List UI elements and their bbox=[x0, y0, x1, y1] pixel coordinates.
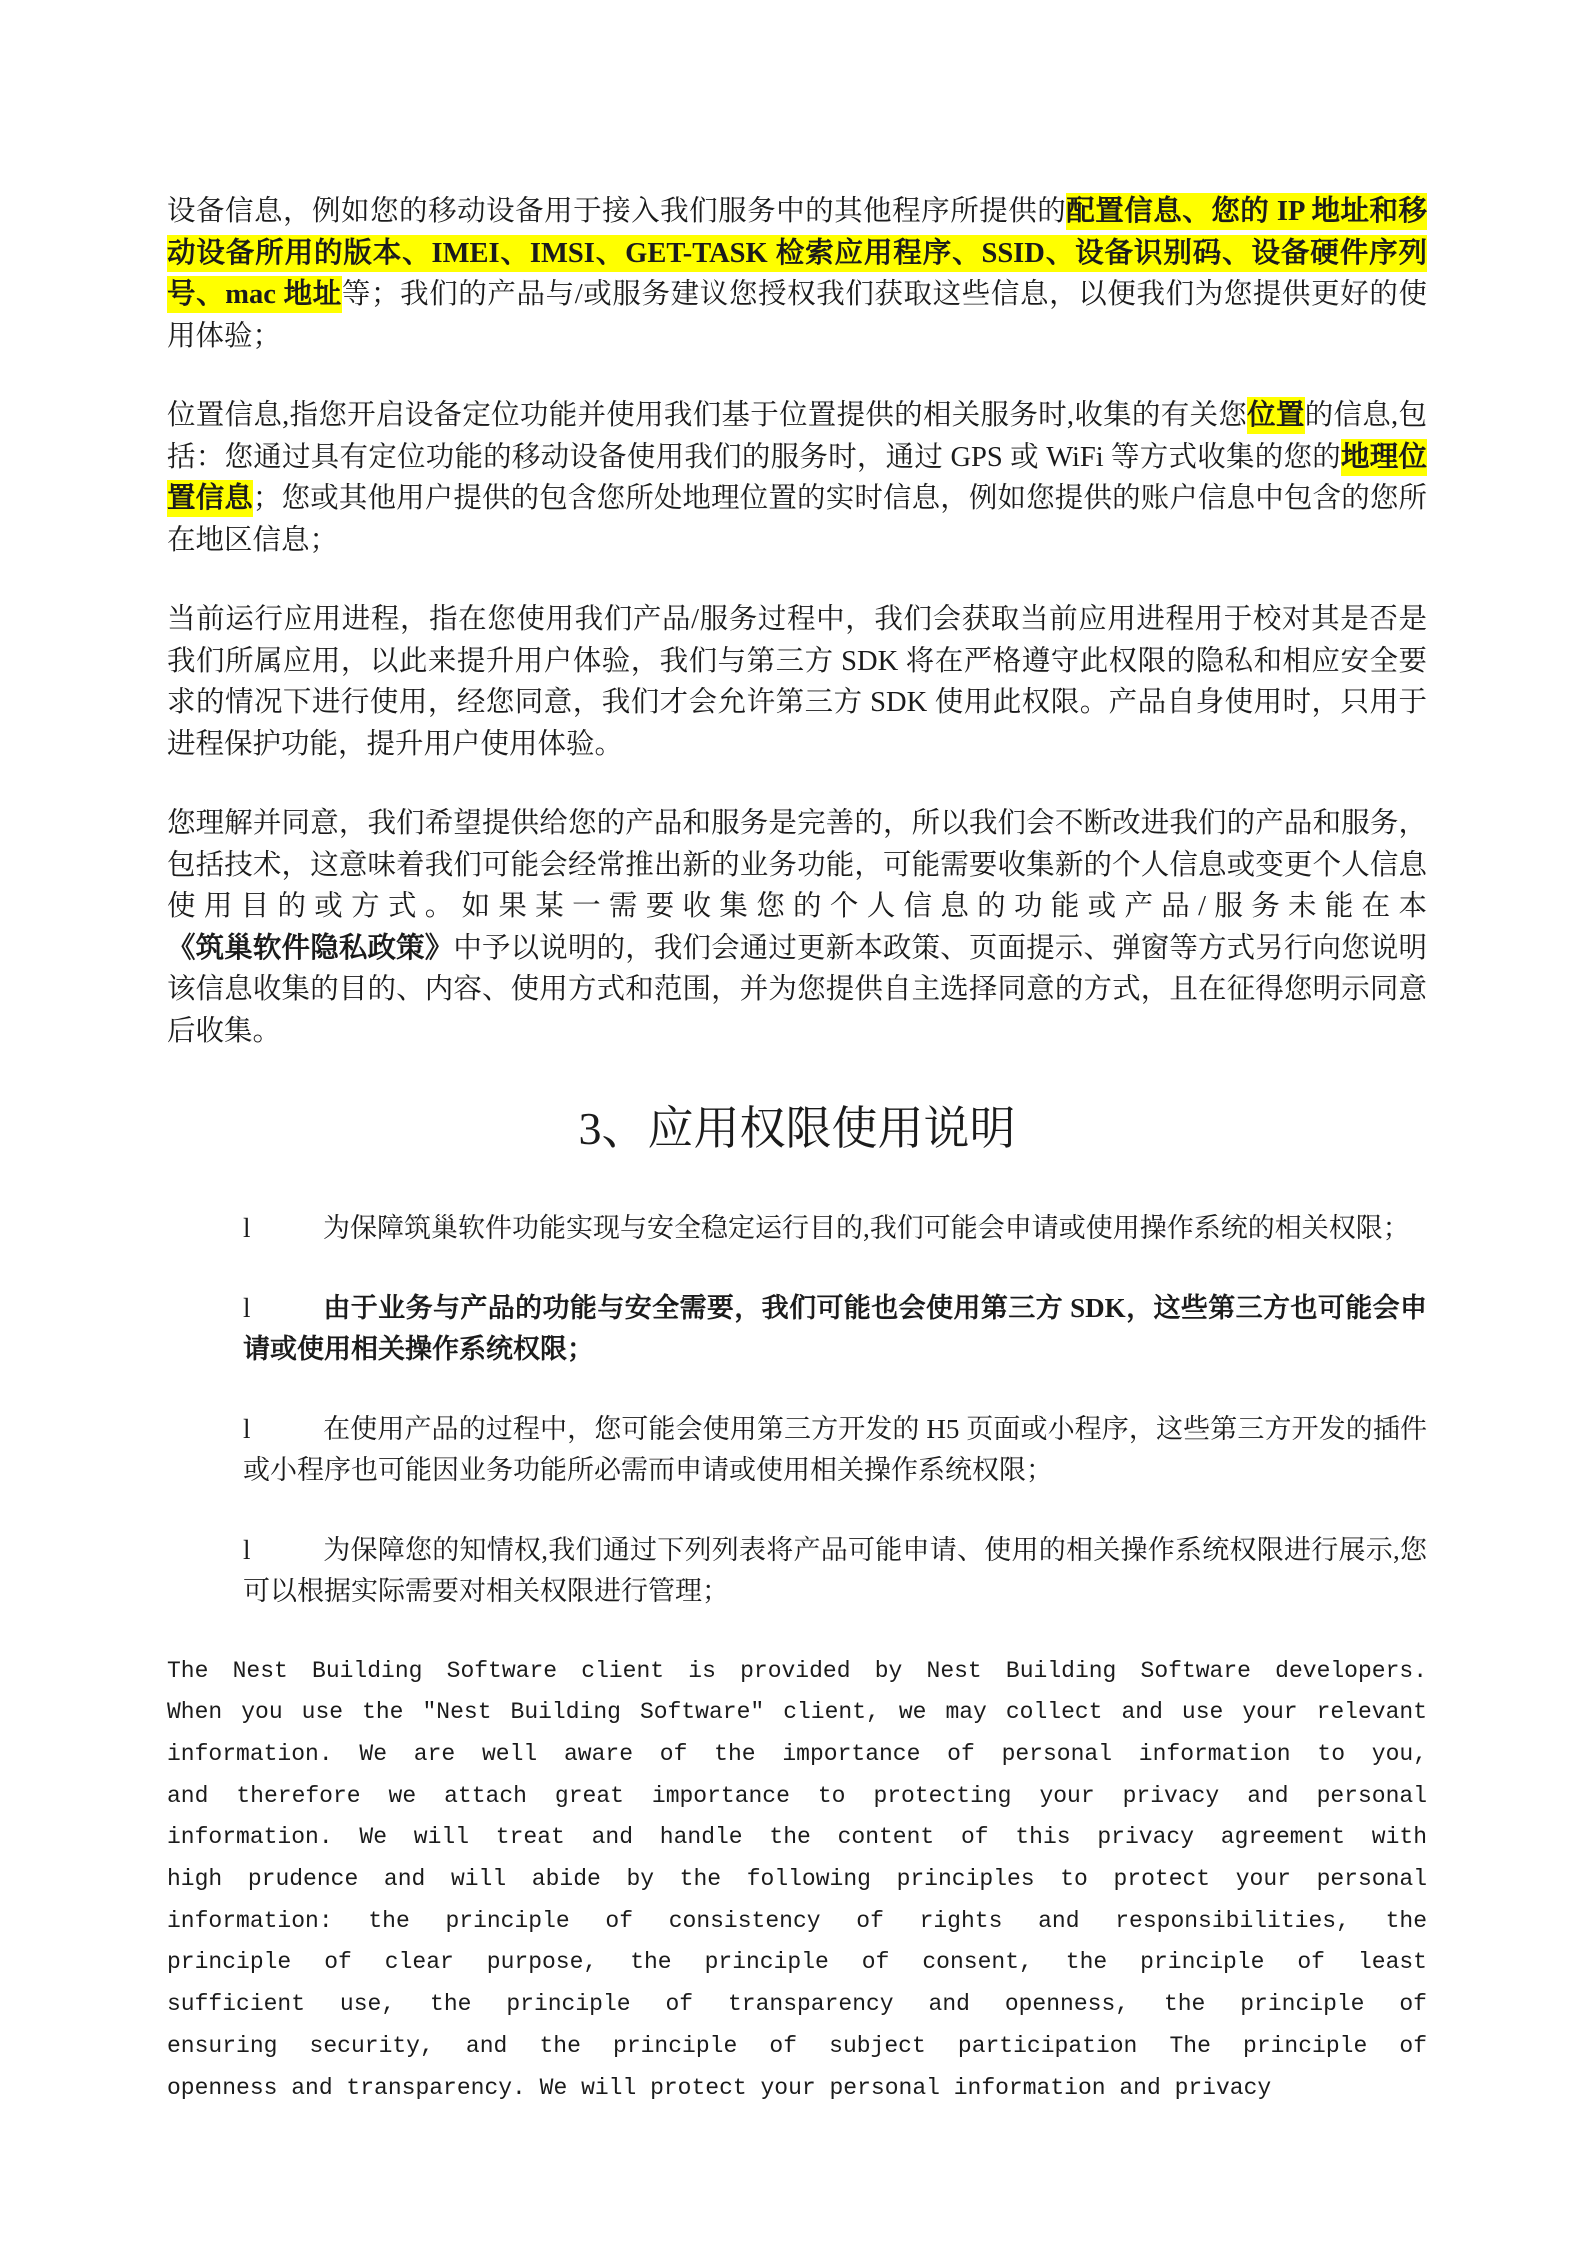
highlighted-text: 地理位置信息 bbox=[167, 439, 1427, 518]
english-intro-paragraph bbox=[167, 1651, 1427, 2110]
bullet-text: 在使用产品的过程中，您可能会使用第三方开发的 H5 页面或小程序，这些第三方开发的插件或小程序也可能因业务功能所必需而申请或使用相关操作系统权限； bbox=[243, 1413, 1427, 1485]
bullet-marker: l bbox=[243, 1213, 251, 1243]
permission-bullet-item bbox=[243, 1288, 1427, 1371]
permission-bullet-item bbox=[243, 1208, 1427, 1250]
policy-paragraphs bbox=[167, 191, 1427, 1052]
english-text-line: When you use the "Nest Building Software" client, we may collect and use your relevant bbox=[167, 1699, 1427, 1726]
device-info-paragraph bbox=[167, 191, 1427, 357]
english-text-line: information. We are well aware of the importance of personal information to you, bbox=[167, 1740, 1427, 1767]
permission-bullet-item bbox=[243, 1409, 1427, 1492]
english-text-line: information. We will treat and handle the content of this privacy agreement with bbox=[167, 1824, 1427, 1851]
bullet-marker: l bbox=[243, 1413, 251, 1444]
english-text-line: The Nest Building Software client is provided by Nest Building Software developers. bbox=[167, 1657, 1427, 1684]
text-run: 中予以说明的，我们会通过更新本政策、页面提示、弹窗等方式另行向您说明该信息收集的目的、内容、使用方式和范围，并为您提供自主选择同意的方式，且在征得您明示同意后收集。 bbox=[167, 932, 1427, 1047]
section-heading: 3、应用权限使用说明 bbox=[578, 1103, 1016, 1154]
text-run: 设备信息，例如您的移动设备用于接入我们服务中的其他程序所提供的 bbox=[167, 196, 1067, 227]
highlighted-text: 位置 bbox=[1247, 397, 1305, 434]
english-text-line: and therefore we attach great importance to protecting your privacy and personal bbox=[167, 1782, 1427, 1809]
permission-bullet-list bbox=[167, 1208, 1427, 1613]
highlighted-text: 配置信息、您的 IP 地址和移动设备所用的版本、IMEI、IMSI、GET-TASK 检索应用程序、SSID、设备识别码、设备硬件序列号、mac 地址 bbox=[167, 193, 1427, 313]
location-info-paragraph bbox=[167, 395, 1427, 561]
bullet-marker: l bbox=[243, 1534, 251, 1565]
english-text-line: principle of clear purpose, the principle of consent, the principle of least bbox=[167, 1949, 1427, 1976]
bullet-text: 为保障您的知情权,我们通过下列列表将产品可能申请、使用的相关操作系统权限进行展示,您可以根据实际需要对相关权限进行管理； bbox=[243, 1534, 1427, 1606]
text-run: 您理解并同意，我们希望提供给您的产品和服务是完善的，所以我们会不断改进我们的产品和服务，包括技术，这意味着我们可能会经常推出新的业务功能，可能需要收集新的个人信息或变更个人信息使用目的或方式。如果某一需要收集您的个人信息的功能或产品/服务未能在本 bbox=[167, 808, 1427, 922]
bullet-marker: l bbox=[243, 1292, 251, 1323]
bullet-text: 为保障筑巢软件功能实现与安全稳定运行目的,我们可能会申请或使用操作系统的相关权限； bbox=[323, 1213, 1410, 1243]
running-process-paragraph bbox=[167, 599, 1427, 765]
text-run: 位置信息,指您开启设备定位功能并使用我们基于位置提供的相关服务时,收集的有关您 bbox=[167, 400, 1248, 431]
permission-bullet-item bbox=[243, 1530, 1427, 1613]
bullet-text: 由于业务与产品的功能与安全需要，我们可能也会使用第三方 SDK，这些第三方也可能会申请或使用相关操作系统权限； bbox=[243, 1292, 1427, 1364]
english-text-line: ensuring security, and the principle of subject participation The principle of bbox=[167, 2032, 1427, 2059]
document-content bbox=[167, 191, 1427, 2109]
consent-paragraph bbox=[167, 803, 1427, 1052]
english-text-line: sufficient use, the principle of transparency and openness, the principle of bbox=[167, 1991, 1427, 2018]
text-run: ；您或其他用户提供的包含您所处地理位置的实时信息，例如您提供的账户信息中包含的您所在地区信息； bbox=[167, 483, 1427, 556]
text-run: 当前运行应用进程，指在您使用我们产品/服务过程中，我们会获取当前应用进程用于校对其是否是我们所属应用，以此来提升用户体验，我们与第三方 SDK 将在严格遵守此权限的隐私和相应安全要求的情况下进行使用，经您同意，我们才会允许第三方 SDK 使用此权限。产品自身使用时，只用于进程保护功能，提升用户使用体验。 bbox=[167, 604, 1427, 760]
text-run: 等；我们的产品与/或服务建议您授权我们获取这些信息，以便我们为您提供更好的使用体验； bbox=[167, 279, 1427, 352]
bold-text: 《筑巢软件隐私政策》 bbox=[167, 932, 454, 964]
text-run: 的信息,包括：您通过具有定位功能的移动设备使用我们的服务时，通过 GPS 或 WiFi 等方式收集的您的 bbox=[167, 400, 1427, 473]
english-text-line: high prudence and will abide by the following principles to protect your personal bbox=[167, 1866, 1427, 1893]
english-text-line: openness and transparency. We will protect your personal information and privacy bbox=[167, 2074, 1272, 2101]
english-text-line: information: the principle of consistency of rights and responsibilities, the bbox=[167, 1907, 1427, 1934]
